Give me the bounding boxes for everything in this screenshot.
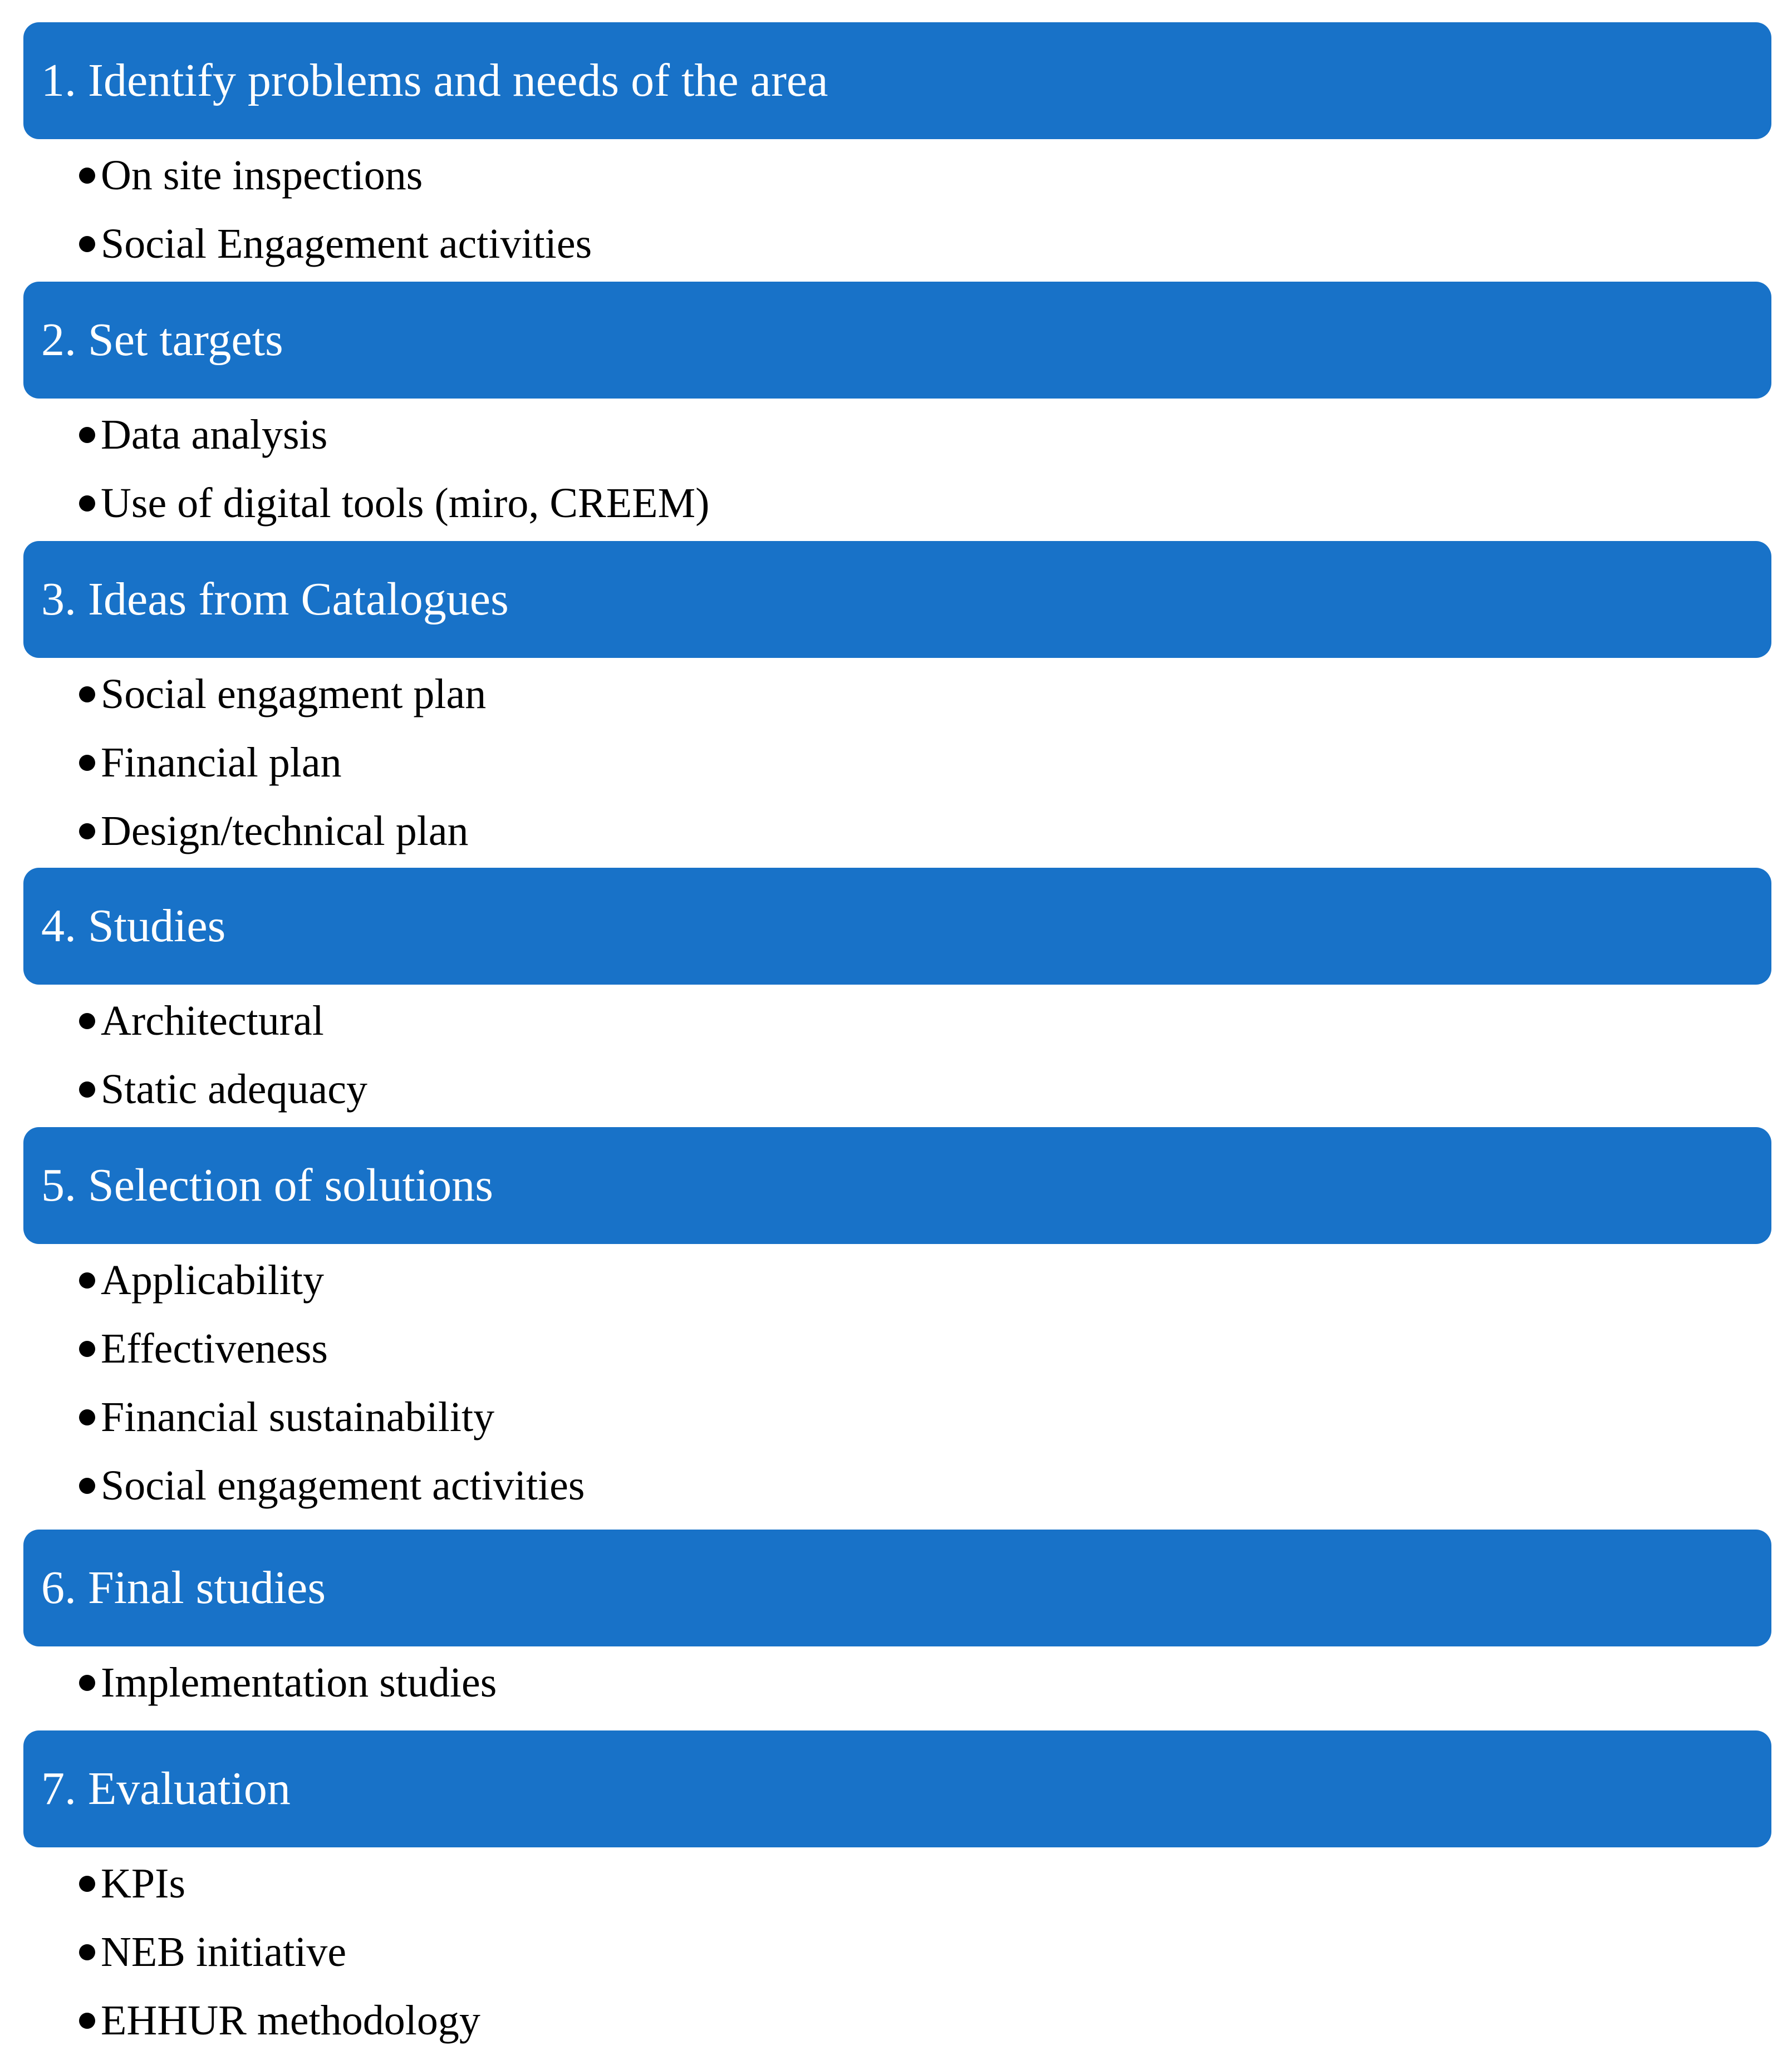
bullet-icon bbox=[79, 1341, 95, 1357]
step-7-header bbox=[23, 1730, 1771, 1847]
list-item-text: Social Engagement activities bbox=[101, 220, 592, 267]
list-item-text: On site inspections bbox=[101, 152, 423, 199]
bullet-icon bbox=[79, 1944, 95, 1960]
list-item bbox=[79, 148, 423, 203]
bullet-icon bbox=[79, 1409, 95, 1425]
bullet-icon bbox=[79, 686, 95, 702]
list-item-text: Design/technical plan bbox=[101, 808, 469, 854]
list-item bbox=[79, 1321, 328, 1376]
list-item-text: EHHUR methodology bbox=[101, 1997, 480, 2044]
list-item bbox=[79, 993, 324, 1049]
bullet-icon bbox=[79, 495, 95, 512]
list-item bbox=[79, 803, 469, 859]
step-6-header bbox=[23, 1530, 1771, 1646]
list-item-text: Effectiveness bbox=[101, 1325, 328, 1372]
bullet-icon bbox=[79, 823, 95, 839]
list-item bbox=[79, 216, 592, 272]
list-item-text: Social engagement activities bbox=[101, 1462, 585, 1509]
list-item bbox=[79, 1458, 585, 1513]
step-2-title: 2. Set targets bbox=[41, 314, 283, 366]
list-item-text: KPIs bbox=[101, 1860, 186, 1907]
list-item bbox=[79, 1061, 367, 1117]
bullet-icon bbox=[79, 1013, 95, 1029]
list-item bbox=[79, 666, 486, 722]
list-item bbox=[79, 1655, 497, 1710]
step-3-title: 3. Ideas from Catalogues bbox=[41, 573, 509, 625]
bullet-icon bbox=[79, 236, 95, 252]
list-item bbox=[79, 407, 327, 463]
bullet-icon bbox=[79, 1675, 95, 1691]
step-4-header bbox=[23, 868, 1771, 985]
list-item-text: Financial plan bbox=[101, 739, 342, 786]
bullet-icon bbox=[79, 1272, 95, 1289]
list-item-text: Financial sustainability bbox=[101, 1394, 495, 1440]
list-item-text: Social engagment plan bbox=[101, 671, 487, 717]
bullet-icon bbox=[79, 168, 95, 184]
list-item-text: Data analysis bbox=[101, 411, 328, 458]
list-item-text: Applicability bbox=[101, 1257, 325, 1304]
list-item-text: Implementation studies bbox=[101, 1659, 497, 1706]
list-item-text: Static adequacy bbox=[101, 1066, 368, 1113]
bullet-icon bbox=[79, 755, 95, 771]
step-5-header bbox=[23, 1127, 1771, 1244]
list-item bbox=[79, 1252, 324, 1308]
list-item-text: Use of digital tools (miro, CREEM) bbox=[101, 480, 710, 527]
bullet-icon bbox=[79, 1876, 95, 1892]
bullet-icon bbox=[79, 427, 95, 443]
list-item bbox=[79, 1389, 494, 1445]
bullet-icon bbox=[79, 2013, 95, 2029]
step-1-header bbox=[23, 22, 1771, 139]
step-2-header bbox=[23, 282, 1771, 399]
list-item bbox=[79, 1924, 346, 1980]
step-6-title: 6. Final studies bbox=[41, 1562, 326, 1614]
step-4-title: 4. Studies bbox=[41, 900, 226, 952]
bullet-icon bbox=[79, 1478, 95, 1494]
list-item bbox=[79, 475, 709, 531]
list-item-text: Architectural bbox=[101, 997, 324, 1044]
list-item bbox=[79, 735, 342, 790]
step-3-header bbox=[23, 541, 1771, 658]
bullet-icon bbox=[79, 1081, 95, 1098]
list-item bbox=[79, 1856, 185, 1911]
step-5-title: 5. Selection of solutions bbox=[41, 1159, 493, 1211]
step-7-title: 7. Evaluation bbox=[41, 1763, 291, 1815]
step-1-title: 1. Identify problems and needs of the area bbox=[41, 55, 828, 106]
list-item-text: NEB initiative bbox=[101, 1929, 347, 1975]
list-item bbox=[79, 1993, 480, 2048]
